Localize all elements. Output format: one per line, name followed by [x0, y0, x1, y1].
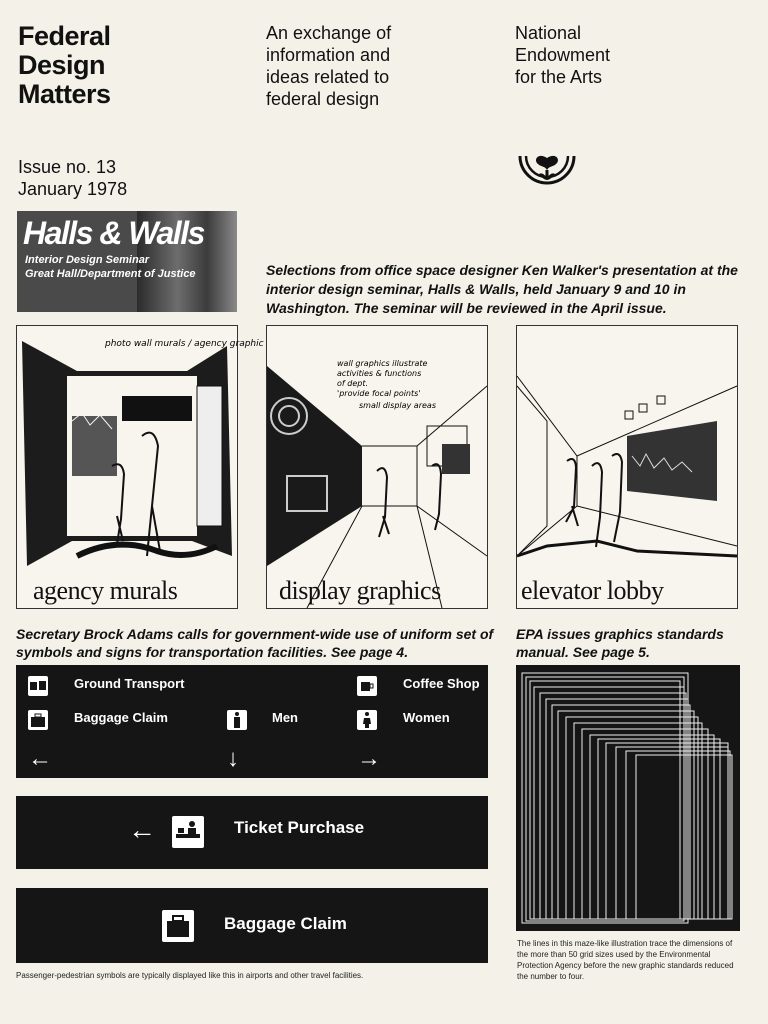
tagline-line: information and: [266, 45, 391, 65]
elevator-lobby-panel: [516, 325, 738, 609]
baggage-icon: [28, 710, 48, 730]
elevator-lobby-caption: elevator lobby: [521, 576, 664, 605]
display-graphics-sketch: [267, 326, 487, 608]
publisher-name: [515, 22, 610, 88]
dot-headline: Secretary Brock Adams calls for government-wide use of uniform set of symbols and signs for transportation facilities. See page 4.: [16, 626, 494, 660]
ticket-purchase-label: Ticket Purchase: [234, 818, 365, 837]
panel-caption: [267, 576, 487, 606]
coffee-cup-icon: [357, 676, 377, 696]
publisher-line: for the Arts: [515, 67, 603, 87]
tagline-line: federal design: [266, 89, 380, 109]
signs-caption: Passenger-pedestrian symbols are typically displayed like this in airports and other travel facilities.: [16, 971, 364, 980]
svg-text:activities & functions: activities & functions: [337, 369, 422, 378]
men-icon: [227, 710, 247, 730]
masthead-title: [18, 22, 111, 109]
seminar-location: Great Hall/Department of Justice: [25, 268, 196, 280]
halls-walls-subtitle: [25, 253, 196, 281]
ground-transport-label: Ground Transport: [74, 676, 185, 691]
arrow-left-icon: ←: [128, 814, 156, 845]
baggage-claim-label: Baggage Claim: [74, 710, 168, 725]
intro-text: Selections from office space designer Ken Walker's presentation at the interior design seminar, Halls & Walls, held January 9 and 10 in Washington. The seminar will be reviewed in the April issue.: [266, 262, 738, 316]
seminar-name: Interior Design Seminar: [25, 254, 150, 266]
masthead-line: Federal: [18, 21, 111, 51]
arrow-left-icon: ←: [28, 745, 52, 772]
issue-number: Issue no. 13: [18, 157, 117, 177]
car-bus-icon: [28, 676, 48, 696]
svg-text:small display areas: small display areas: [359, 401, 436, 410]
masthead-line: Matters: [18, 79, 111, 109]
panel-caption: [517, 576, 737, 606]
sketch-note: [104, 339, 264, 349]
svg-text:photo wall murals / agency gra: photo wall murals / agency graphic: [105, 339, 264, 349]
women-label: Women: [403, 710, 450, 725]
display-graphics-panel: [266, 325, 488, 609]
baggage-claim-sign: [16, 888, 488, 963]
epa-grid-illustration: [516, 665, 740, 931]
baggage-claim-sign-label: Baggage Claim: [224, 914, 347, 933]
agency-murals-sketch: [17, 326, 264, 608]
svg-text:'provide focal points': 'provide focal points': [337, 389, 421, 398]
issue-info: [18, 156, 127, 200]
halls-walls-title: Halls & Walls: [23, 215, 204, 251]
ticket-purchase-sign: [16, 796, 488, 869]
arrow-down-icon: ↓: [227, 745, 239, 772]
epa-caption: The lines in this maze-like illustration trace the dimensions of the more than 50 grid sizes used by the Environmental Protection Agency before the new graphic standards reduced the number to four.: [517, 939, 734, 981]
arrow-right-icon: →: [357, 745, 381, 772]
tagline-line: An exchange of: [266, 23, 392, 43]
coffee-shop-label: Coffee Shop: [403, 676, 480, 691]
issue-date: January 1978: [18, 179, 128, 199]
svg-text:wall graphics illustrate: wall graphics illustrate: [337, 359, 428, 368]
agency-murals-caption: agency murals: [33, 576, 178, 605]
women-icon: [357, 710, 377, 730]
agency-murals-panel: [16, 325, 264, 609]
directional-sign: [16, 665, 488, 778]
panel-caption: [17, 576, 237, 606]
svg-text:of dept.: of dept.: [337, 379, 369, 388]
halls-walls-banner: [17, 211, 237, 312]
masthead-line: Design: [18, 50, 106, 80]
men-label: Men: [272, 710, 298, 725]
tagline-line: ideas related to: [266, 67, 390, 87]
elevator-lobby-sketch: [517, 326, 737, 608]
display-graphics-caption: display graphics: [279, 576, 441, 605]
baggage-icon: [162, 910, 194, 942]
sketch-note: [337, 359, 436, 410]
publisher-line: National: [515, 23, 582, 43]
publisher-line: Endowment: [515, 45, 611, 65]
tagline: [266, 22, 391, 110]
ticket-counter-icon: [172, 816, 204, 848]
nea-logo-icon: [514, 148, 580, 198]
epa-headline: EPA issues graphics standards manual. See page 5.: [516, 626, 724, 660]
